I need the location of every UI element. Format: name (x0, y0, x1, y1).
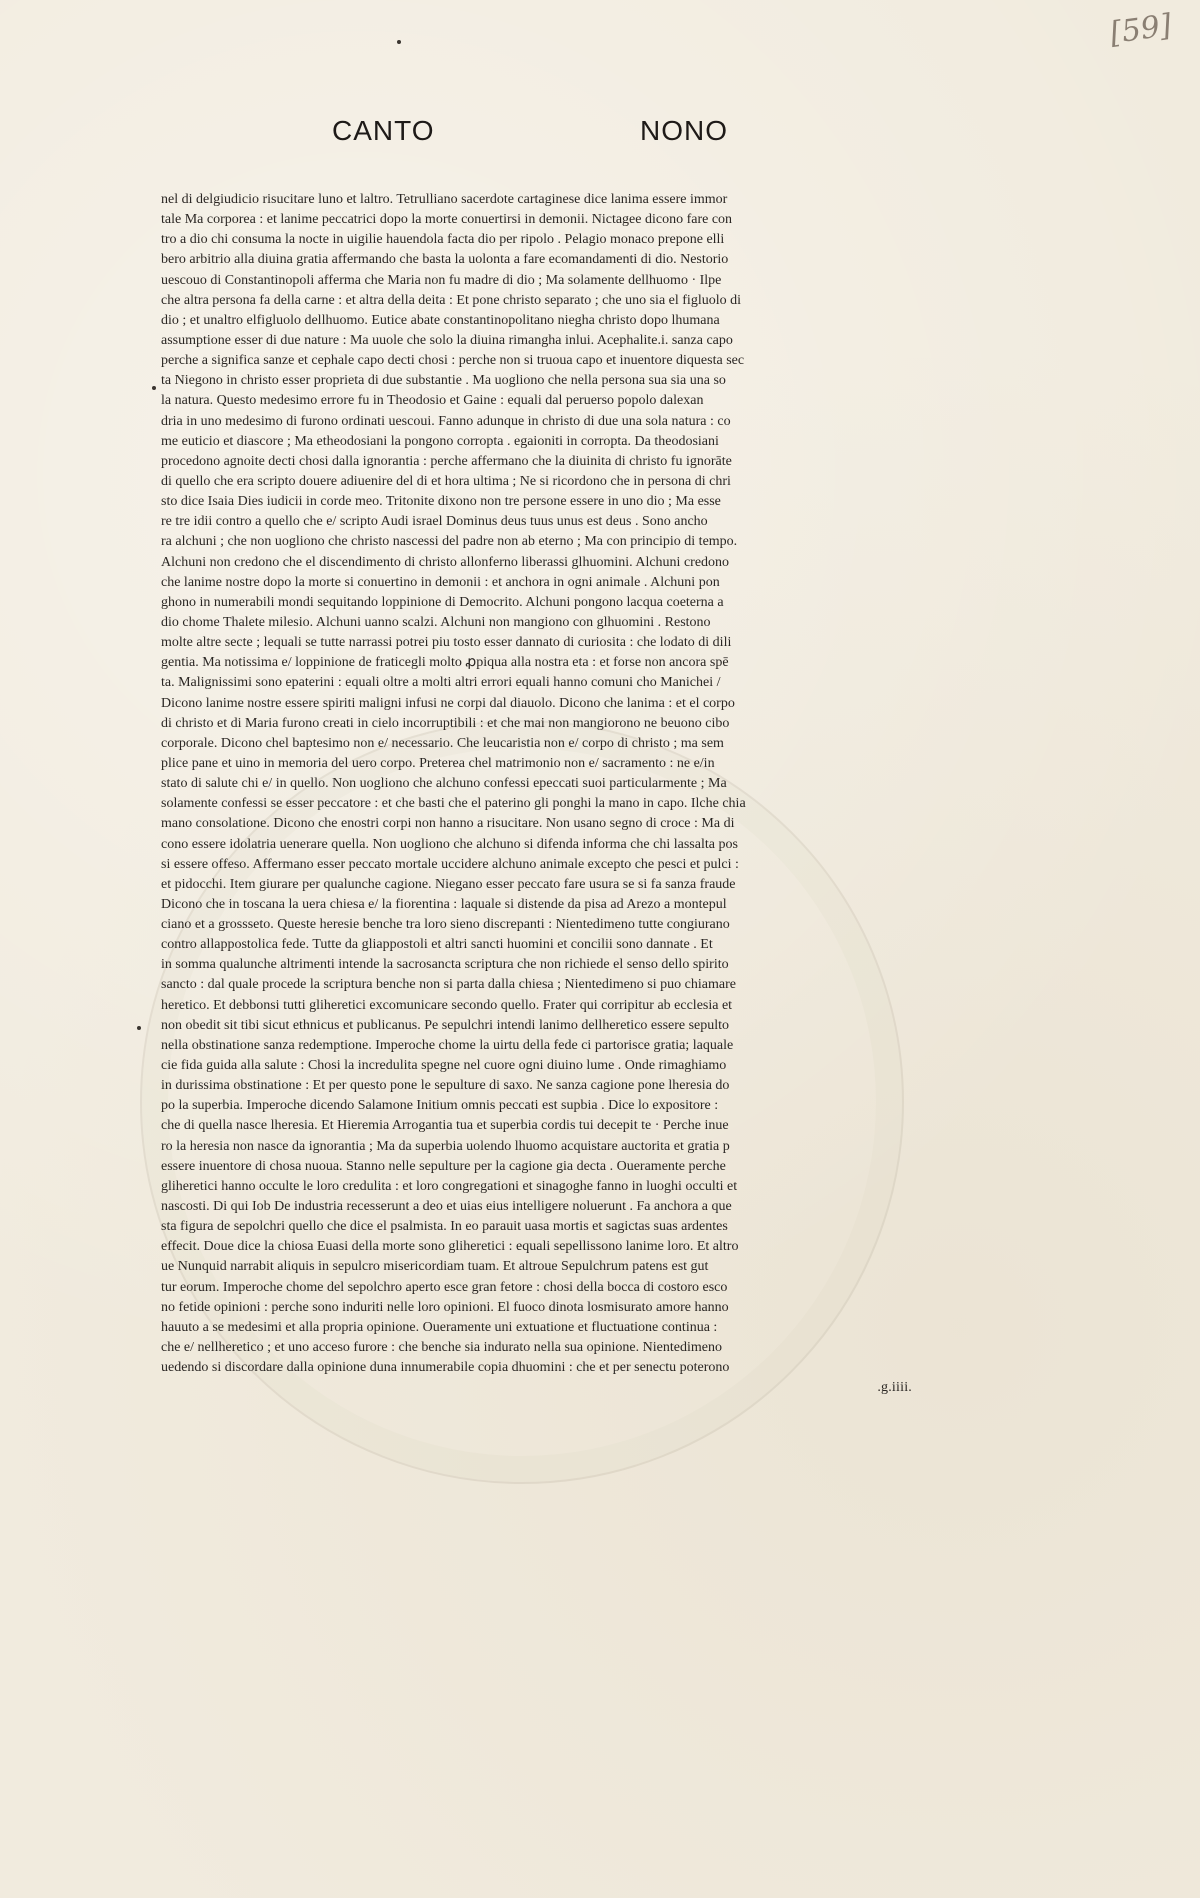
text-line: mano consolatione. Dicono che enostri corpi non hanno a risucitare. Non usano segno di croce : Ma di (161, 816, 735, 832)
text-line: ra alchuni ; che non uogliono che christo nascessi del padre non ab eterno ; Ma con principio di tempo. (161, 534, 738, 550)
text-line: in somma qualunche altrimenti intende la sacrosancta scriptura che non richiede el senso dello spirito (161, 957, 729, 973)
top-ink-dot (397, 40, 401, 44)
text-line: si essere offeso. Affermano esser peccato mortale uccidere alchuno animale excepto che pesci et pulci : (161, 856, 739, 872)
text-line: ro la heresia non nasce da ignorantia ; Ma da superbia uolendo lhuomo acquistare auctorita et gratia p (161, 1138, 730, 1154)
text-line: Dicono lanime nostre essere spiriti maligni infusi ne corpi dal diauolo. Dicono che lanima : et el corpo (161, 695, 735, 711)
text-line: cie fida guida alla salute : Chosi la incredulita spegne nel cuore ogni diuino lume . Onde rimaghiamo (161, 1058, 727, 1074)
text-line: uedendo si discordare dalla opinione duna innumerabile copia dhuomini : che et per senectu poterono (161, 1360, 730, 1376)
text-line: procedono agnoite decti chosi dalla ignorantia : perche affermano che la diuinita di christo fu ignorāte (161, 453, 732, 469)
text-line: che lanime nostre dopo la morte si conuertino in demonii : et anchora in ogni animale . Alchuni pon (161, 574, 720, 590)
commentary-text-block (161, 190, 912, 1398)
text-line: re tre idii contro a quello che e/ scripto Audi israel Dominus deus tuus unus est deus . Sono ancho (161, 514, 708, 530)
text-line: tro a dio chi consuma la nocte in uigilie hauendola facta dio per ripolo . Pelagio monaco prepone elli (161, 232, 725, 248)
text-line: gliheretici hanno occulte le loro credulita : et loro congregationi et sinagoghe fanno in luoghi occulti et (161, 1178, 738, 1194)
text-line: sta figura de sepolchri quello che dice el psalmista. In eo parauit uasa mortis et sagictas suas ardentes (161, 1219, 728, 1235)
text-line: tale Ma corporea : et lanime peccatrici dopo la morte conuertirsi in demonii. Nictagee dicono fare con (161, 212, 733, 228)
text-line: cono essere idolatria uenerare quella. Non uogliono che alchuno si difenda informa che chi lassalta pos (161, 836, 738, 852)
text-line: in durissima obstinatione : Et per questo pone le sepulture di saxo. Ne sanza cagione pone lheresia do (161, 1078, 730, 1094)
text-line: Dicono che in toscana la uera chiesa e/ la fiorentina : laquale si distende da pisa ad Arezo a montepul (161, 896, 727, 912)
text-line: stato di salute chi e/ in quello. Non uogliono che alchuno confessi epeccati suoi particularmente ; Ma (161, 776, 727, 792)
text-line: bero arbitrio alla diuina gratia affermando che basta la uolonta a fare ecomandamenti di dio. Nestorio (161, 252, 729, 268)
text-line: che altra persona fa della carne : et altra della deita : Et pone christo separato ; che uno sia el figluolo di (161, 292, 741, 308)
text-line: uescouo di Constantinopoli afferma che Maria non fu madre di dio ; Ma solamente dellhuomo · Ilpe (161, 272, 722, 288)
text-line: nel di delgiudicio risucitare luno et laltro. Tetrulliano sacerdote cartaginese dice lanima essere immor (161, 192, 728, 207)
text-line: ta Niegono in christo esser proprieta di due substantie . Ma uogliono che nella persona sua sia una so (161, 373, 726, 389)
text-line: heretico. Et debbonsi tutti gliheretici excomunicare secondo quello. Frater qui corripitur ab ecclesia et (161, 997, 733, 1013)
text-line: dio ; et unaltro elfigluolo dellhuomo. Eutice abate constantinopolitano niegha christo dopo lhumana (161, 312, 720, 328)
text-line: solamente confessi se esser peccatore : et che basti che el paterino gli ponghi la mano in capo. Ilche chia (161, 796, 746, 812)
text-line: la natura. Questo medesimo errore fu in Theodosio et Gaine : equali dal peruerso popolo dalexan (161, 393, 704, 409)
text-line: ta. Malignissimi sono epaterini : equali oltre a molti altri errori equali hanno comuni cho Manichei / (161, 675, 721, 691)
text-line: sto dice Isaia Dies iudicii in corde meo. Tritonite dixono non tre persone essere in uno dio ; Ma esse (161, 494, 721, 510)
text-line: hauuto a se medesimi et alla propria opinione. Oueramente uni extuatione et fluctuatione continua : (161, 1319, 718, 1335)
signature-mark: .g.iiii. (877, 1380, 912, 1396)
text-line: no fetide opinioni : perche sono induriti nelle loro opinioni. El fuoco dinota losmisurato amore hanno (161, 1299, 729, 1315)
text-line: assumptione esser di due nature : Ma uuole che solo la diuina rimangha inlui. Acephalite.i. sanza capo (161, 332, 733, 348)
text-line: me euticio et diascore ; Ma etheodosiani la pongono corropta . egaioniti in corropta. Da theodosiani (161, 433, 719, 449)
text-line: che e/ nellheretico ; et uno acceso furore : che benche sia indurato nella sua opinione. Nientedimeno (161, 1340, 722, 1356)
left-margin-ink-dot (137, 1026, 141, 1030)
text-line: nascosti. Di qui Iob De industria recesserunt a deo et uias eius intelligere noluerunt . Fa anchora a que (161, 1199, 732, 1215)
text-line: molte altre secte ; lequali se tutte narrassi potrei piu tosto esser dannato di curiosita : che lodato di dili (161, 635, 732, 651)
text-line: essere inuentore di chosa nuoua. Stanno nelle sepulture per la cagione gia decta . Oueramente perche (161, 1158, 726, 1174)
text-line: nella obstinatione sanza redemptione. Imperoche chome la uirtu della fede ci partorisce gratia; laquale (161, 1037, 734, 1053)
text-line: di christo et di Maria furono creati in cielo incorruptibili : et che mai non mangiorono ne beuono cibo (161, 715, 730, 731)
text-line: et pidocchi. Item giurare per qualunche cagione. Niegano esser peccato fare usura se si fa sanza fraude (161, 876, 736, 892)
text-line: dio chome Thalete milesio. Alchuni uanno scalzi. Alchuni non mangiono con glhuomini . Restono (161, 614, 711, 630)
text-line: Alchuni non credono che el discendimento di christo allonferno liberassi glhuomini. Alchuni credono (161, 554, 730, 570)
text-line: ciano et a grossseto. Queste heresie benche tra loro sieno discrepanti : Nientedimeno tutte congiurano (161, 917, 730, 933)
text-line: tur eorum. Imperoche chome del sepolchro aperto esce gran fetore : chosi della bocca di costoro esco (161, 1279, 728, 1295)
page-reference-number: [59] (1108, 7, 1175, 52)
running-header-left: CANTO (332, 115, 435, 146)
text-line: corporale. Dicono chel baptesimo non e/ necessario. Che leucaristia non e/ corpo di christo ; ma sem (161, 735, 724, 751)
text-line: ue Nunquid narrabit aliquis in sepulcro misericordiam tuam. Et altroue Sepulchrum patens est gut (161, 1259, 709, 1275)
running-header-right: NONO (640, 115, 728, 146)
text-line: ghono in numerabili mondi sequitando loppinione di Democrito. Alchuni pongono lacqua coeterna a (161, 594, 724, 610)
text-line: perche a significa sanze et cephale capo decti chosi : perche non si truoua capo et inuentore diquesta sec (161, 353, 745, 369)
margin-ink-dot (152, 386, 156, 390)
text-line: effecit. Doue dice la chiosa Euasi della morte sono gliheretici : equali sepellissono lanime loro. Et altro (161, 1239, 739, 1255)
text-line: gentia. Ma notissima e/ loppinione de fraticegli molto ꝓpiqua alla nostra eta : et forse non ancora spē (161, 655, 729, 671)
text-line: dria in uno medesimo di furono ordinati uescoui. Fanno adunque in christo di due una sola natura : co (161, 413, 731, 429)
text-line: non obedit sit tibi sicut ethnicus et publicanus. Pe sepulchri intendi lanimo dellheretico essere sepulto (161, 1017, 730, 1033)
text-line: contro allappostolica fede. Tutte da gliappostoli et altri sancti huomini et concilii sono dannate . Et (161, 937, 713, 953)
text-line: plice pane et uino in memoria del uero corpo. Preterea chel matrimonio non e/ sacramento : ne e/in (161, 755, 715, 771)
text-line: po la superbia. Imperoche dicendo Salamone Initium omnis peccati est supbia . Dice lo expositore : (161, 1098, 719, 1114)
text-line: di quello che era scripto douere adiuenire del di et hora ultima ; Ne si ricordono che in persona di chri (161, 473, 731, 489)
text-line: sancto : dal quale procede la scriptura benche non si parta dalla chiesa ; Nientedimeno si puo chiamare (161, 977, 736, 993)
text-line: che di quella nasce lheresia. Et Hieremia Arrogantia tua et superbia cordis tui decepit te · Perche inue (161, 1118, 729, 1134)
